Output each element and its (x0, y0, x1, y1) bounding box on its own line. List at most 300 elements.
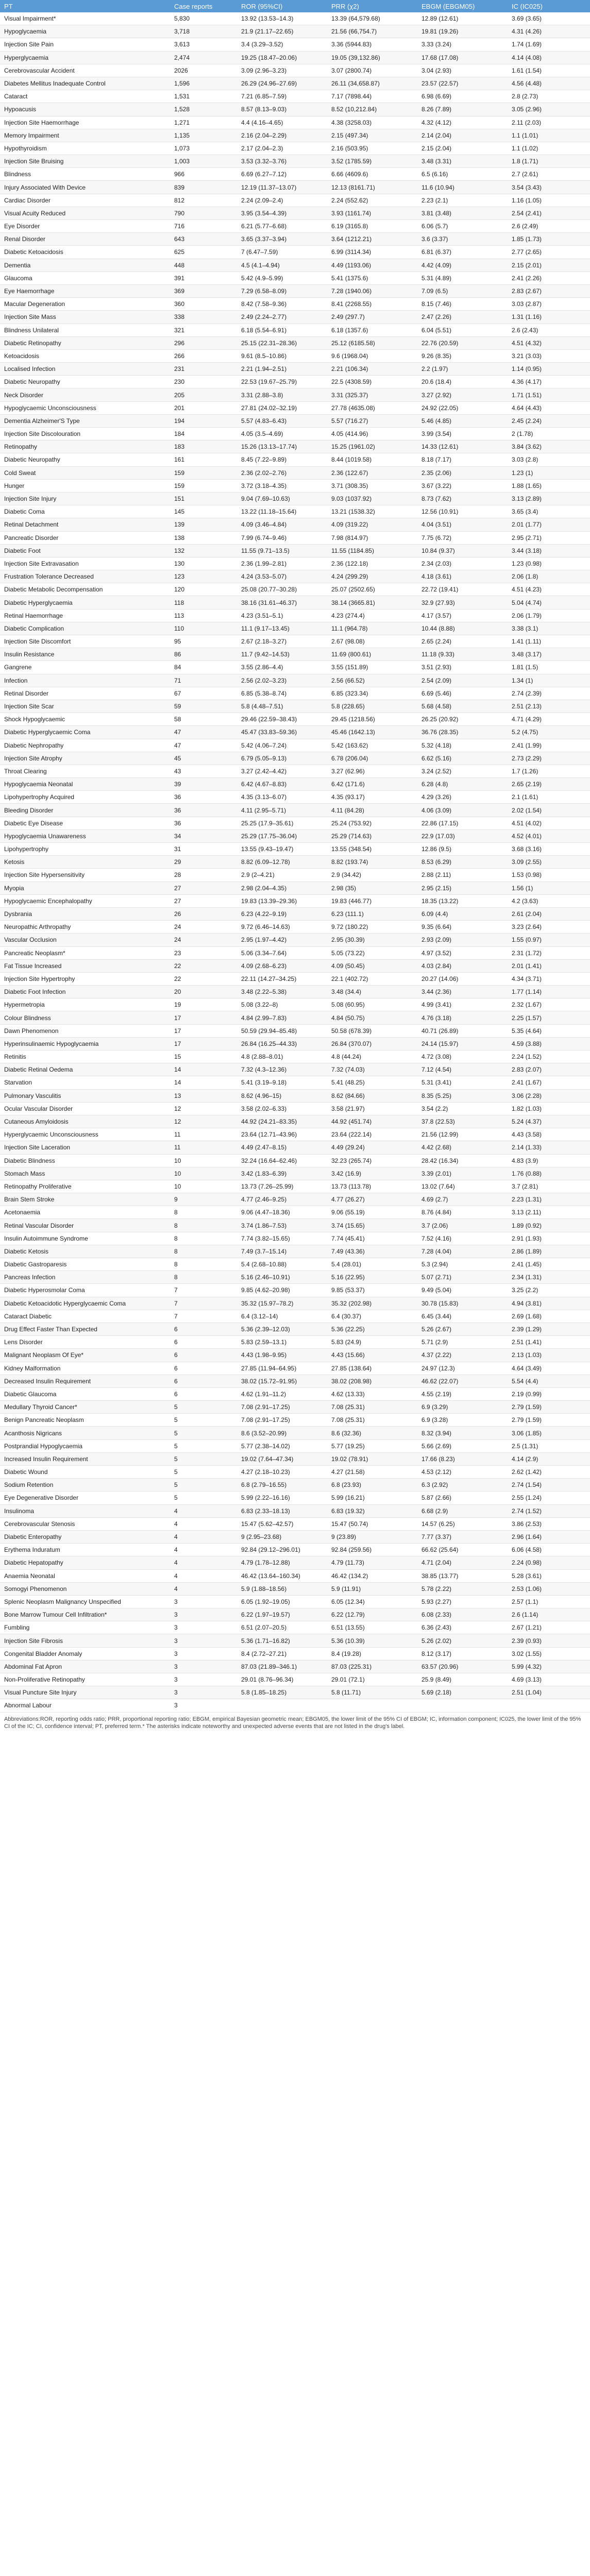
ic-cell: 2.53 (1.06) (508, 1582, 590, 1595)
case-reports-cell: 39 (170, 778, 237, 791)
ror-cell: 3.4 (3.29–3.52) (237, 38, 327, 51)
prr-cell: 7.32 (74.03) (327, 1063, 417, 1076)
ebgm-cell: 9.35 (6.64) (417, 921, 508, 934)
ic-cell: 3.13 (2.11) (508, 1206, 590, 1219)
ror-cell: 5.06 (3.34–7.64) (237, 946, 327, 959)
pt-cell: Erythema Induratum (0, 1544, 170, 1556)
case-reports-cell: 5 (170, 1479, 237, 1492)
pt-cell: Retinal Haemorrhage (0, 609, 170, 622)
ic-cell: 2.51 (1.41) (508, 1336, 590, 1349)
ic-cell: 4.43 (3.58) (508, 1128, 590, 1141)
ebgm-cell: 32.9 (27.93) (417, 596, 508, 609)
table-row (0, 259, 590, 272)
ebgm-cell: 4.32 (4.12) (417, 116, 508, 129)
prr-cell: 5.36 (10.39) (327, 1634, 417, 1647)
header-row (0, 0, 590, 12)
table-row (0, 1647, 590, 1660)
prr-cell: 92.84 (259.56) (327, 1544, 417, 1556)
ror-cell: 4.62 (1.91–11.2) (237, 1387, 327, 1400)
ic-cell: 3.86 (2.53) (508, 1517, 590, 1530)
ror-cell: 5.41 (3.19–9.18) (237, 1076, 327, 1089)
ror-cell: 11.1 (9.17–13.45) (237, 622, 327, 635)
ror-cell: 25.29 (17.75–36.04) (237, 829, 327, 842)
ror-cell: 19.02 (7.64–47.34) (237, 1452, 327, 1465)
ebgm-cell: 3.6 (3.37) (417, 233, 508, 246)
table-row (0, 544, 590, 557)
prr-cell: 7.28 (1940.06) (327, 284, 417, 297)
ebgm-cell: 5.31 (4.89) (417, 272, 508, 284)
table-row (0, 116, 590, 129)
table-row (0, 829, 590, 842)
ebgm-cell: 2.14 (2.04) (417, 129, 508, 142)
case-reports-cell: 183 (170, 440, 237, 453)
ebgm-cell: 7.09 (6.5) (417, 284, 508, 297)
prr-cell: 7.49 (43.36) (327, 1245, 417, 1258)
table-row (0, 843, 590, 856)
pt-cell: Diabetic Glaucoma (0, 1387, 170, 1400)
prr-cell: 4.79 (11.73) (327, 1556, 417, 1569)
ic-cell: 1.61 (1.54) (508, 64, 590, 77)
ebgm-cell: 8.35 (5.25) (417, 1089, 508, 1102)
ror-cell: 6.05 (1.92–19.05) (237, 1595, 327, 1608)
ror-cell: 9.06 (4.47–18.36) (237, 1206, 327, 1219)
ebgm-cell: 4.42 (4.09) (417, 259, 508, 272)
table-row (0, 298, 590, 311)
ic-cell: 1.89 (0.92) (508, 1219, 590, 1232)
ic-cell: 2.6 (2.43) (508, 324, 590, 336)
ror-cell: 9 (2.95–23.68) (237, 1530, 327, 1543)
prr-cell: 9.85 (53.37) (327, 1284, 417, 1297)
ror-cell: 2.16 (2.04–2.29) (237, 129, 327, 142)
case-reports-cell: 184 (170, 428, 237, 440)
case-reports-cell: 716 (170, 220, 237, 233)
ror-cell: 3.65 (3.37–3.94) (237, 233, 327, 246)
prr-cell: 26.84 (370.07) (327, 1037, 417, 1050)
ic-cell: 2.62 (1.42) (508, 1466, 590, 1479)
prr-cell: 2.98 (35) (327, 882, 417, 894)
table-row (0, 284, 590, 297)
ror-cell: 5.57 (4.83–6.43) (237, 414, 327, 427)
pt-cell: Diabetic Complication (0, 622, 170, 635)
ic-cell: 2.45 (2.24) (508, 414, 590, 427)
ebgm-cell: 17.68 (17.08) (417, 51, 508, 64)
pt-cell: Fumbling (0, 1621, 170, 1634)
pt-cell: Blindness Unilateral (0, 324, 170, 336)
case-reports-cell: 14 (170, 1076, 237, 1089)
prr-cell: 2.49 (297.7) (327, 311, 417, 324)
table-row (0, 246, 590, 259)
case-reports-cell: 839 (170, 181, 237, 194)
ic-cell: 4.64 (4.43) (508, 401, 590, 414)
pt-cell: Sodium Retention (0, 1479, 170, 1492)
case-reports-cell: 31 (170, 843, 237, 856)
case-reports-cell: 22 (170, 959, 237, 972)
case-reports-cell: 12 (170, 1102, 237, 1115)
ic-cell: 2.34 (1.31) (508, 1271, 590, 1284)
pt-cell: Hypermetropia (0, 998, 170, 1011)
ebgm-cell: 12.86 (9.5) (417, 843, 508, 856)
prr-cell: 6.99 (3114.34) (327, 246, 417, 259)
case-reports-cell: 6 (170, 1336, 237, 1349)
ror-cell: 8.45 (7.22–9.89) (237, 453, 327, 466)
ebgm-cell: 5.07 (2.71) (417, 1271, 508, 1284)
pt-cell: Localised Infection (0, 363, 170, 376)
prr-cell: 7.74 (45.41) (327, 1232, 417, 1245)
pt-cell: Stomach Mass (0, 1167, 170, 1180)
prr-cell: 6.66 (4609.6) (327, 168, 417, 181)
ror-cell: 19.83 (13.39–29.36) (237, 894, 327, 907)
table-row (0, 155, 590, 168)
case-reports-cell: 266 (170, 349, 237, 362)
case-reports-cell: 28 (170, 869, 237, 882)
table-row (0, 687, 590, 700)
ic-cell: 3.54 (3.43) (508, 181, 590, 194)
prr-cell: 9.72 (180.22) (327, 921, 417, 934)
ror-cell: 2.36 (1.99–2.81) (237, 557, 327, 570)
ebgm-cell: 2.88 (2.11) (417, 869, 508, 882)
ebgm-cell: 7.77 (3.37) (417, 1530, 508, 1543)
ror-cell: 3.72 (3.18–4.35) (237, 479, 327, 492)
ror-cell: 5.83 (2.59–13.1) (237, 1336, 327, 1349)
pt-cell: Kidney Malformation (0, 1362, 170, 1375)
ic-cell: 4.14 (2.9) (508, 1452, 590, 1465)
ic-cell: 2.57 (1.1) (508, 1595, 590, 1608)
case-reports-cell: 1,073 (170, 142, 237, 155)
ic-cell: 4.34 (3.71) (508, 972, 590, 985)
ic-cell: 1.8 (1.71) (508, 155, 590, 168)
ebgm-cell: 3.81 (3.48) (417, 207, 508, 219)
prr-cell: 27.85 (138.64) (327, 1362, 417, 1375)
case-reports-cell: 45 (170, 752, 237, 765)
table-row (0, 324, 590, 336)
ror-cell: 92.84 (29.12–296.01) (237, 1544, 327, 1556)
prr-cell: 38.02 (208.98) (327, 1375, 417, 1387)
ic-cell: 2.25 (1.57) (508, 1011, 590, 1024)
table-row (0, 1401, 590, 1414)
ebgm-cell: 2.54 (2.09) (417, 674, 508, 687)
pt-cell: Throat Clearing (0, 765, 170, 777)
table-row (0, 207, 590, 219)
prr-cell: 4.49 (29.24) (327, 1141, 417, 1154)
table-row (0, 479, 590, 492)
case-reports-cell: 130 (170, 557, 237, 570)
pt-cell: Diabetic Hyperglycaemic Coma (0, 726, 170, 739)
ic-cell: 5.35 (4.64) (508, 1024, 590, 1037)
ebgm-cell: 6.62 (5.16) (417, 752, 508, 765)
case-reports-cell: 58 (170, 713, 237, 726)
table-row (0, 1479, 590, 1492)
table-row (0, 518, 590, 531)
ror-cell: 6.69 (6.27–7.12) (237, 168, 327, 181)
prr-cell: 4.23 (274.4) (327, 609, 417, 622)
prr-cell: 25.12 (6185.58) (327, 336, 417, 349)
ror-cell: 25.08 (20.77–30.28) (237, 583, 327, 596)
pt-cell: Hypoglycaemia Unawareness (0, 829, 170, 842)
ebgm-cell: 3.44 (2.36) (417, 986, 508, 998)
case-reports-cell: 10 (170, 1180, 237, 1193)
ror-cell: 8.62 (4.96–15) (237, 1089, 327, 1102)
pt-cell: Injection Site Bruising (0, 155, 170, 168)
ebgm-cell: 4.72 (3.08) (417, 1050, 508, 1063)
ic-cell: 4.51 (4.02) (508, 817, 590, 829)
table-row (0, 1621, 590, 1634)
case-reports-cell: 9 (170, 1193, 237, 1206)
prr-cell: 2.95 (30.39) (327, 934, 417, 946)
table-row (0, 1387, 590, 1400)
case-reports-cell: 5 (170, 1439, 237, 1452)
ebgm-cell: 4.76 (3.18) (417, 1011, 508, 1024)
ebgm-cell: 3.54 (2.2) (417, 1102, 508, 1115)
table-row (0, 64, 590, 77)
case-reports-cell: 2,474 (170, 51, 237, 64)
table-row (0, 349, 590, 362)
table-row (0, 1323, 590, 1335)
table-row (0, 765, 590, 777)
ic-cell: 1.23 (1) (508, 466, 590, 479)
ebgm-cell: 4.04 (3.51) (417, 518, 508, 531)
ror-cell: 6.4 (3.12–14) (237, 1310, 327, 1323)
table-row (0, 700, 590, 713)
pt-cell: Postprandial Hypoglycaemia (0, 1439, 170, 1452)
prr-cell: 9 (23.89) (327, 1530, 417, 1543)
table-row (0, 661, 590, 674)
prr-cell: 3.55 (151.89) (327, 661, 417, 674)
table-row (0, 998, 590, 1011)
table-row (0, 1206, 590, 1219)
ic-cell: 2.51 (1.04) (508, 1686, 590, 1699)
case-reports-cell: 6 (170, 1375, 237, 1387)
table-row (0, 946, 590, 959)
ic-cell: 4.71 (4.29) (508, 713, 590, 726)
case-reports-cell: 1,528 (170, 103, 237, 116)
prr-cell: 44.92 (451.74) (327, 1115, 417, 1128)
pt-cell: Benign Pancreatic Neoplasm (0, 1414, 170, 1427)
prr-cell: 2.36 (122.67) (327, 466, 417, 479)
ic-cell: 3.68 (3.16) (508, 843, 590, 856)
ebgm-cell: 5.71 (2.9) (417, 1336, 508, 1349)
ror-cell: 21.9 (21.17–22.65) (237, 25, 327, 38)
case-reports-cell: 5 (170, 1427, 237, 1439)
prr-cell: 5.57 (716.27) (327, 414, 417, 427)
prr-cell: 7.08 (25.31) (327, 1414, 417, 1427)
table-row (0, 609, 590, 622)
prr-cell: 6.42 (171.6) (327, 778, 417, 791)
table-row (0, 505, 590, 518)
table-row (0, 38, 590, 51)
ebgm-cell: 10.84 (9.37) (417, 544, 508, 557)
prr-cell: 2.36 (122.18) (327, 557, 417, 570)
ror-cell: 35.32 (15.97–78.2) (237, 1297, 327, 1310)
table-row (0, 1608, 590, 1621)
pt-cell: Starvation (0, 1076, 170, 1089)
prr-cell: 2.9 (34.42) (327, 869, 417, 882)
pt-cell: Injection Site Injury (0, 492, 170, 505)
ror-cell: 4.09 (3.46–4.84) (237, 518, 327, 531)
ebgm-cell: 6.08 (2.33) (417, 1608, 508, 1621)
table-row (0, 921, 590, 934)
header-pt: PT (0, 0, 170, 12)
ebgm-cell: 6.9 (3.28) (417, 1414, 508, 1427)
ebgm-cell: 5.26 (2.67) (417, 1323, 508, 1335)
case-reports-cell: 151 (170, 492, 237, 505)
pt-cell: Vascular Occlusion (0, 934, 170, 946)
table-row (0, 817, 590, 829)
table-row (0, 1063, 590, 1076)
ic-cell: 2.67 (1.21) (508, 1621, 590, 1634)
ebgm-cell: 5.46 (4.85) (417, 414, 508, 427)
prr-cell: 2.16 (503.95) (327, 142, 417, 155)
pt-cell: Ketosis (0, 856, 170, 869)
ic-cell: 3.23 (2.64) (508, 921, 590, 934)
ror-cell: 8.82 (6.09–12.78) (237, 856, 327, 869)
ebgm-cell: 3.24 (2.52) (417, 765, 508, 777)
ror-cell: 7.21 (6.85–7.59) (237, 90, 327, 103)
ebgm-cell: 8.26 (7.89) (417, 103, 508, 116)
ebgm-cell: 5.32 (4.18) (417, 739, 508, 752)
case-reports-cell: 3 (170, 1673, 237, 1686)
ebgm-cell: 17.66 (8.23) (417, 1452, 508, 1465)
case-reports-cell: 17 (170, 1024, 237, 1037)
ror-cell: 4.23 (3.51–5.1) (237, 609, 327, 622)
ic-cell: 2.5 (1.31) (508, 1439, 590, 1452)
ebgm-cell: 6.06 (5.7) (417, 220, 508, 233)
pt-cell: Injection Site Pain (0, 38, 170, 51)
pt-cell: Eye Degenerative Disorder (0, 1492, 170, 1504)
ebgm-cell: 4.71 (2.04) (417, 1556, 508, 1569)
ror-cell: 13.73 (7.26–25.99) (237, 1180, 327, 1193)
ror-cell: 9.85 (4.62–20.98) (237, 1284, 327, 1297)
case-reports-cell: 27 (170, 882, 237, 894)
ic-cell: 1.71 (1.51) (508, 388, 590, 401)
prr-cell: 5.77 (19.25) (327, 1439, 417, 1452)
prr-cell: 3.27 (62.96) (327, 765, 417, 777)
prr-cell: 9.6 (1968.04) (327, 349, 417, 362)
ror-cell: 4.11 (2.95–5.71) (237, 804, 327, 817)
ror-cell: 7.49 (3.7–15.14) (237, 1245, 327, 1258)
ror-cell: 4.05 (3.5–4.69) (237, 428, 327, 440)
prr-cell: 5.36 (22.25) (327, 1323, 417, 1335)
table-row (0, 336, 590, 349)
case-reports-cell: 43 (170, 765, 237, 777)
ic-cell: 2.31 (1.72) (508, 946, 590, 959)
table-row (0, 882, 590, 894)
ic-cell: 1.31 (1.16) (508, 311, 590, 324)
case-reports-cell: 812 (170, 194, 237, 207)
prr-cell: 8.52 (10,212.84) (327, 103, 417, 116)
case-reports-cell: 1,596 (170, 77, 237, 90)
ic-cell: 2.51 (2.13) (508, 700, 590, 713)
case-reports-cell: 7 (170, 1310, 237, 1323)
prr-cell: 23.64 (222.14) (327, 1128, 417, 1141)
pt-cell: Eye Disorder (0, 220, 170, 233)
case-reports-cell: 3 (170, 1660, 237, 1673)
prr-cell: 25.24 (753.92) (327, 817, 417, 829)
ebgm-cell: 7.28 (4.04) (417, 1245, 508, 1258)
case-reports-cell: 1,003 (170, 155, 237, 168)
ebgm-cell: 4.29 (3.26) (417, 791, 508, 804)
table-row (0, 1089, 590, 1102)
ic-cell: 2.86 (1.89) (508, 1245, 590, 1258)
table-row (0, 1673, 590, 1686)
ebgm-cell: 4.53 (2.12) (417, 1466, 508, 1479)
table-row (0, 1349, 590, 1362)
ic-cell: 1.53 (0.98) (508, 869, 590, 882)
prr-cell: 8.6 (32.36) (327, 1427, 417, 1439)
ror-cell: 5.16 (2.46–10.91) (237, 1271, 327, 1284)
case-reports-cell: 4 (170, 1544, 237, 1556)
ebgm-cell: 40.71 (26.89) (417, 1024, 508, 1037)
ror-cell: 5.99 (2.22–16.16) (237, 1492, 327, 1504)
table-row (0, 1024, 590, 1037)
ebgm-cell: 5.69 (2.18) (417, 1686, 508, 1699)
ror-cell: 6.83 (2.33–18.13) (237, 1504, 327, 1517)
ebgm-cell: 5.31 (3.41) (417, 1076, 508, 1089)
table-row (0, 1141, 590, 1154)
ebgm-cell: 5.3 (2.94) (417, 1258, 508, 1271)
case-reports-cell: 4 (170, 1582, 237, 1595)
pt-cell: Diabetic Nephropathy (0, 739, 170, 752)
header-ror: ROR (95%CI) (237, 0, 327, 12)
ror-cell: 19.25 (18.47–20.06) (237, 51, 327, 64)
table-row (0, 453, 590, 466)
case-reports-cell: 110 (170, 622, 237, 635)
pt-cell: Acetonaemia (0, 1206, 170, 1219)
prr-cell: 3.93 (1161.74) (327, 207, 417, 219)
table-row (0, 51, 590, 64)
prr-cell: 29.01 (72.1) (327, 1673, 417, 1686)
table-row (0, 311, 590, 324)
table-row (0, 1530, 590, 1543)
ror-cell: 13.55 (9.43–19.47) (237, 843, 327, 856)
pt-cell: Diabetic Blindness (0, 1154, 170, 1167)
ebgm-cell: 24.92 (22.05) (417, 401, 508, 414)
table-row (0, 986, 590, 998)
case-reports-cell: 138 (170, 531, 237, 544)
ic-cell: 5.99 (4.32) (508, 1660, 590, 1673)
ic-cell: 2.6 (1.14) (508, 1608, 590, 1621)
pt-cell: Diabetic Neuropathy (0, 453, 170, 466)
pt-cell: Injection Site Extravasation (0, 557, 170, 570)
ic-cell: 3.69 (3.65) (508, 12, 590, 25)
ic-cell: 3.65 (3.4) (508, 505, 590, 518)
case-reports-cell: 14 (170, 1063, 237, 1076)
ror-cell: 29.01 (8.76–96.34) (237, 1673, 327, 1686)
pt-cell: Glaucoma (0, 272, 170, 284)
case-reports-cell: 1,135 (170, 129, 237, 142)
table-row (0, 1427, 590, 1439)
pt-cell: Diabetic Enteropathy (0, 1530, 170, 1543)
ror-cell: 9.04 (7.69–10.63) (237, 492, 327, 505)
prr-cell: 26.11 (34,658.87) (327, 77, 417, 90)
pt-cell: Diabetic Foot (0, 544, 170, 557)
table-row (0, 1544, 590, 1556)
ror-cell: 4.77 (2.46–9.25) (237, 1193, 327, 1206)
case-reports-cell: 139 (170, 518, 237, 531)
table-row (0, 1115, 590, 1128)
ebgm-cell: 8.12 (3.17) (417, 1647, 508, 1660)
table-row (0, 1634, 590, 1647)
pt-cell: Retinal Disorder (0, 687, 170, 700)
pt-cell: Injection Site Atrophy (0, 752, 170, 765)
case-reports-cell: 4 (170, 1530, 237, 1543)
ic-cell: 5.04 (4.74) (508, 596, 590, 609)
table-row (0, 1193, 590, 1206)
case-reports-cell: 145 (170, 505, 237, 518)
prr-cell: 2.15 (497.34) (327, 129, 417, 142)
table-row (0, 388, 590, 401)
case-reports-cell: 4 (170, 1517, 237, 1530)
pt-cell: Diabetic Metabolic Decompensation (0, 583, 170, 596)
